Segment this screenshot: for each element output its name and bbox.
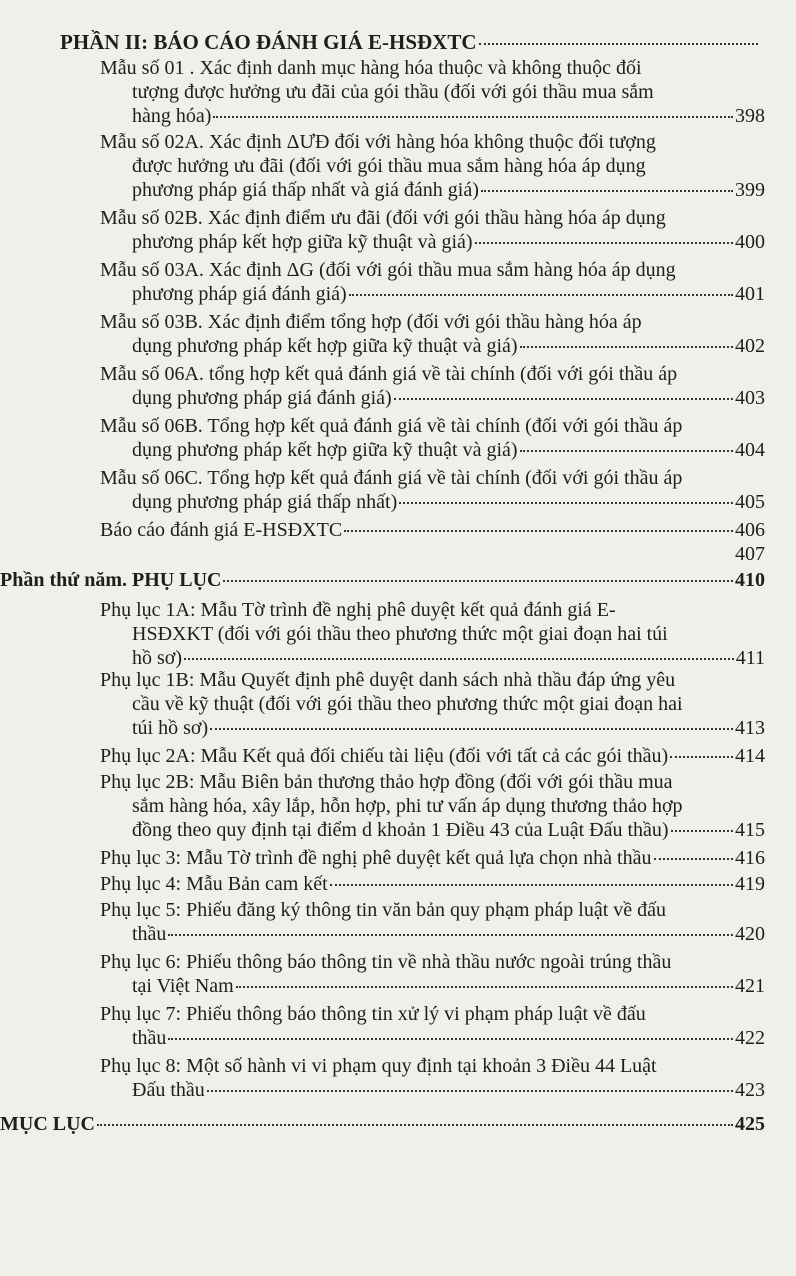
toc-entry-phu-luc-8 — [100, 1054, 765, 1102]
entry-line: đồng theo quy định tại điểm d khoản 1 Điều 43 của Luật Đấu thầu) — [132, 819, 669, 841]
leader-dots — [223, 580, 733, 582]
entry-line: Phụ lục 5: Phiếu đăng ký thông tin văn bản quy phạm pháp luật về đấu — [100, 899, 667, 921]
entry-line: dụng phương pháp giá thấp nhất) — [132, 491, 398, 513]
entry-line: tượng được hưởng ưu đãi của gói thầu (đối với gói thầu mua sắm — [132, 81, 654, 103]
entry-line: phương pháp giá thấp nhất và giá đánh giá) — [132, 179, 479, 201]
leader-dots — [213, 116, 733, 118]
leader-dots — [654, 858, 734, 860]
leader-dots — [520, 450, 733, 452]
toc-entry-mau-03a — [100, 258, 765, 306]
toc-entry-phu-luc-7 — [100, 1002, 765, 1050]
toc-entry-phu-luc-4 — [100, 872, 765, 896]
muc-luc-heading — [0, 1112, 765, 1136]
entry-line: Mẫu số 03B. Xác định điểm tổng hợp (đối với gói thầu hàng hóa áp — [100, 311, 642, 333]
entry-line: Phụ lục 1B: Mẫu Quyết định phê duyệt danh sách nhà thầu đáp ứng yêu — [100, 669, 676, 691]
entry-line: Phụ lục 6: Phiếu thông báo thông tin về nhà thầu nước ngoài trúng thầu — [100, 951, 672, 973]
page-number: 410 — [735, 569, 765, 591]
entry-line: dụng phương pháp kết hợp giữa kỹ thuật và giá) — [132, 439, 518, 461]
toc-entry-phu-luc-2a — [100, 744, 765, 768]
entry-line: Mẫu số 03A. Xác định ΔG (đối với gói thầu mua sắm hàng hóa áp dụng — [100, 259, 676, 281]
toc-entry-phu-luc-1a — [100, 598, 765, 670]
toc-entry-mau-06c — [100, 466, 765, 514]
leader-dots — [671, 830, 733, 832]
page-number: 425 — [735, 1113, 765, 1135]
toc-entry-mau-03b — [100, 310, 765, 358]
part5-heading — [0, 568, 765, 592]
page-number: 401 — [735, 283, 765, 305]
leader-dots — [330, 884, 733, 886]
page-number: 416 — [735, 847, 765, 869]
part2-heading — [60, 30, 760, 54]
page-number: 403 — [735, 387, 765, 409]
entry-line: Mẫu số 06A. tổng hợp kết quả đánh giá về tài chính (đối với gói thầu áp — [100, 363, 678, 385]
entry-line: Phụ lục 4: Mẫu Bản cam kết — [100, 873, 328, 895]
page-number: 414 — [735, 745, 765, 767]
leader-dots — [210, 728, 733, 730]
entry-line: HSĐXKT (đối với gói thầu theo phương thức một giai đoạn hai túi — [132, 623, 668, 645]
part5-title: Phần thứ năm. PHỤ LỤC — [0, 569, 222, 591]
toc-entry-phu-luc-3 — [100, 846, 765, 870]
leader-dots — [168, 1038, 733, 1040]
page-number: 420 — [735, 923, 765, 945]
entry-line: Mẫu số 01 . Xác định danh mục hàng hóa thuộc và không thuộc đối — [100, 57, 642, 79]
entry-line: phương pháp kết hợp giữa kỹ thuật và giá) — [132, 231, 473, 253]
leader-dots — [399, 502, 733, 504]
entry-line: dụng phương pháp giá đánh giá) — [132, 387, 392, 409]
page-number: 399 — [735, 179, 765, 201]
page-number: 423 — [735, 1079, 765, 1101]
entry-line: cầu về kỹ thuật (đối với gói thầu theo phương thức một giai đoạn hai — [132, 693, 683, 715]
page-number: 421 — [735, 975, 765, 997]
entry-line: Báo cáo đánh giá E-HSĐXTC — [100, 519, 343, 541]
toc-entry-phu-luc-1b — [100, 668, 765, 740]
entry-line: được hưởng ưu đãi (đối với gói thầu mua sắm hàng hóa áp dụng — [132, 155, 646, 177]
entry-line: Mẫu số 06C. Tổng hợp kết quả đánh giá về tài chính (đối với gói thầu áp — [100, 467, 683, 489]
muc-luc-title: MỤC LỤC — [0, 1113, 95, 1135]
page-number: 422 — [735, 1027, 765, 1049]
leader-dots — [394, 398, 733, 400]
entry-line: Đấu thầu — [132, 1079, 205, 1101]
page-number: 402 — [735, 335, 765, 357]
entry-line: thầu — [132, 1027, 167, 1049]
leader-dots — [481, 190, 733, 192]
leader-dots — [349, 294, 733, 296]
toc-entry-mau-06b — [100, 414, 765, 462]
entry-line: Mẫu số 06B. Tổng hợp kết quả đánh giá về tài chính (đối với gói thầu áp — [100, 415, 683, 437]
entry-line: tại Việt Nam — [132, 975, 234, 997]
part2-title: PHẦN II: BÁO CÁO ĐÁNH GIÁ E-HSĐXTC — [60, 30, 477, 54]
entry-line: Phụ lục 7: Phiếu thông báo thông tin xử lý vi phạm pháp luật về đấu — [100, 1003, 646, 1025]
entry-line: sắm hàng hóa, xây lắp, hỗn hợp, phi tư vấn áp dụng thương thảo hợp — [132, 795, 683, 817]
page-number: 404 — [735, 439, 765, 461]
leader-dots — [97, 1124, 733, 1126]
entry-line: thầu — [132, 923, 167, 945]
page-number: 406 — [735, 519, 765, 541]
toc-entry-mau-06a — [100, 362, 765, 410]
leader-dots — [520, 346, 733, 348]
page-number: 405 — [735, 491, 765, 513]
entry-line: phương pháp giá đánh giá) — [132, 283, 347, 305]
entry-line: hàng hóa) — [132, 105, 212, 127]
entry-line: dụng phương pháp kết hợp giữa kỹ thuật và giá) — [132, 335, 518, 357]
entry-line: Phụ lục 1A: Mẫu Tờ trình đề nghị phê duyệt kết quả đánh giá E- — [100, 599, 616, 621]
toc-entry-mau-01 — [100, 56, 765, 128]
page-number: 398 — [735, 105, 765, 127]
page-number: 407 — [735, 543, 765, 565]
leader-dots — [670, 756, 733, 758]
entry-line: túi hồ sơ) — [132, 717, 209, 739]
toc-entry-mau-02a — [100, 130, 765, 202]
toc-entry-phu-luc-5 — [100, 898, 765, 946]
toc-entry-phu-luc-6 — [100, 950, 765, 998]
page-number: 411 — [735, 647, 765, 669]
entry-line: Phụ lục 8: Một số hành vi vi phạm quy định tại khoản 3 Điều 44 Luật — [100, 1055, 657, 1077]
entry-line: hồ sơ) — [132, 647, 183, 669]
page-number: 419 — [735, 873, 765, 895]
toc-entry-bao-cao — [100, 518, 765, 566]
page-number: 413 — [735, 717, 765, 739]
leader-dots — [168, 934, 733, 936]
leader-dots — [207, 1090, 733, 1092]
toc-entry-mau-02b — [100, 206, 765, 254]
entry-line: Phụ lục 2A: Mẫu Kết quả đối chiếu tài liệu (đối với tất cả các gói thầu) — [100, 745, 669, 767]
page-number: 400 — [735, 231, 765, 253]
entry-line: Phụ lục 2B: Mẫu Biên bản thương thảo hợp đồng (đối với gói thầu mua — [100, 771, 673, 793]
leader-dots — [479, 43, 758, 45]
entry-line: Mẫu số 02B. Xác định điểm ưu đãi (đối với gói thầu hàng hóa áp dụng — [100, 207, 666, 229]
leader-dots — [184, 658, 734, 660]
leader-dots — [344, 530, 733, 532]
toc-entry-phu-luc-2b — [100, 770, 765, 842]
entry-line: Mẫu số 02A. Xác định ΔƯĐ đối với hàng hóa không thuộc đối tượng — [100, 131, 656, 153]
leader-dots — [475, 242, 733, 244]
page-number: 415 — [735, 819, 765, 841]
leader-dots — [236, 986, 733, 988]
entry-line: Phụ lục 3: Mẫu Tờ trình đề nghị phê duyệt kết quả lựa chọn nhà thầu — [100, 847, 652, 869]
